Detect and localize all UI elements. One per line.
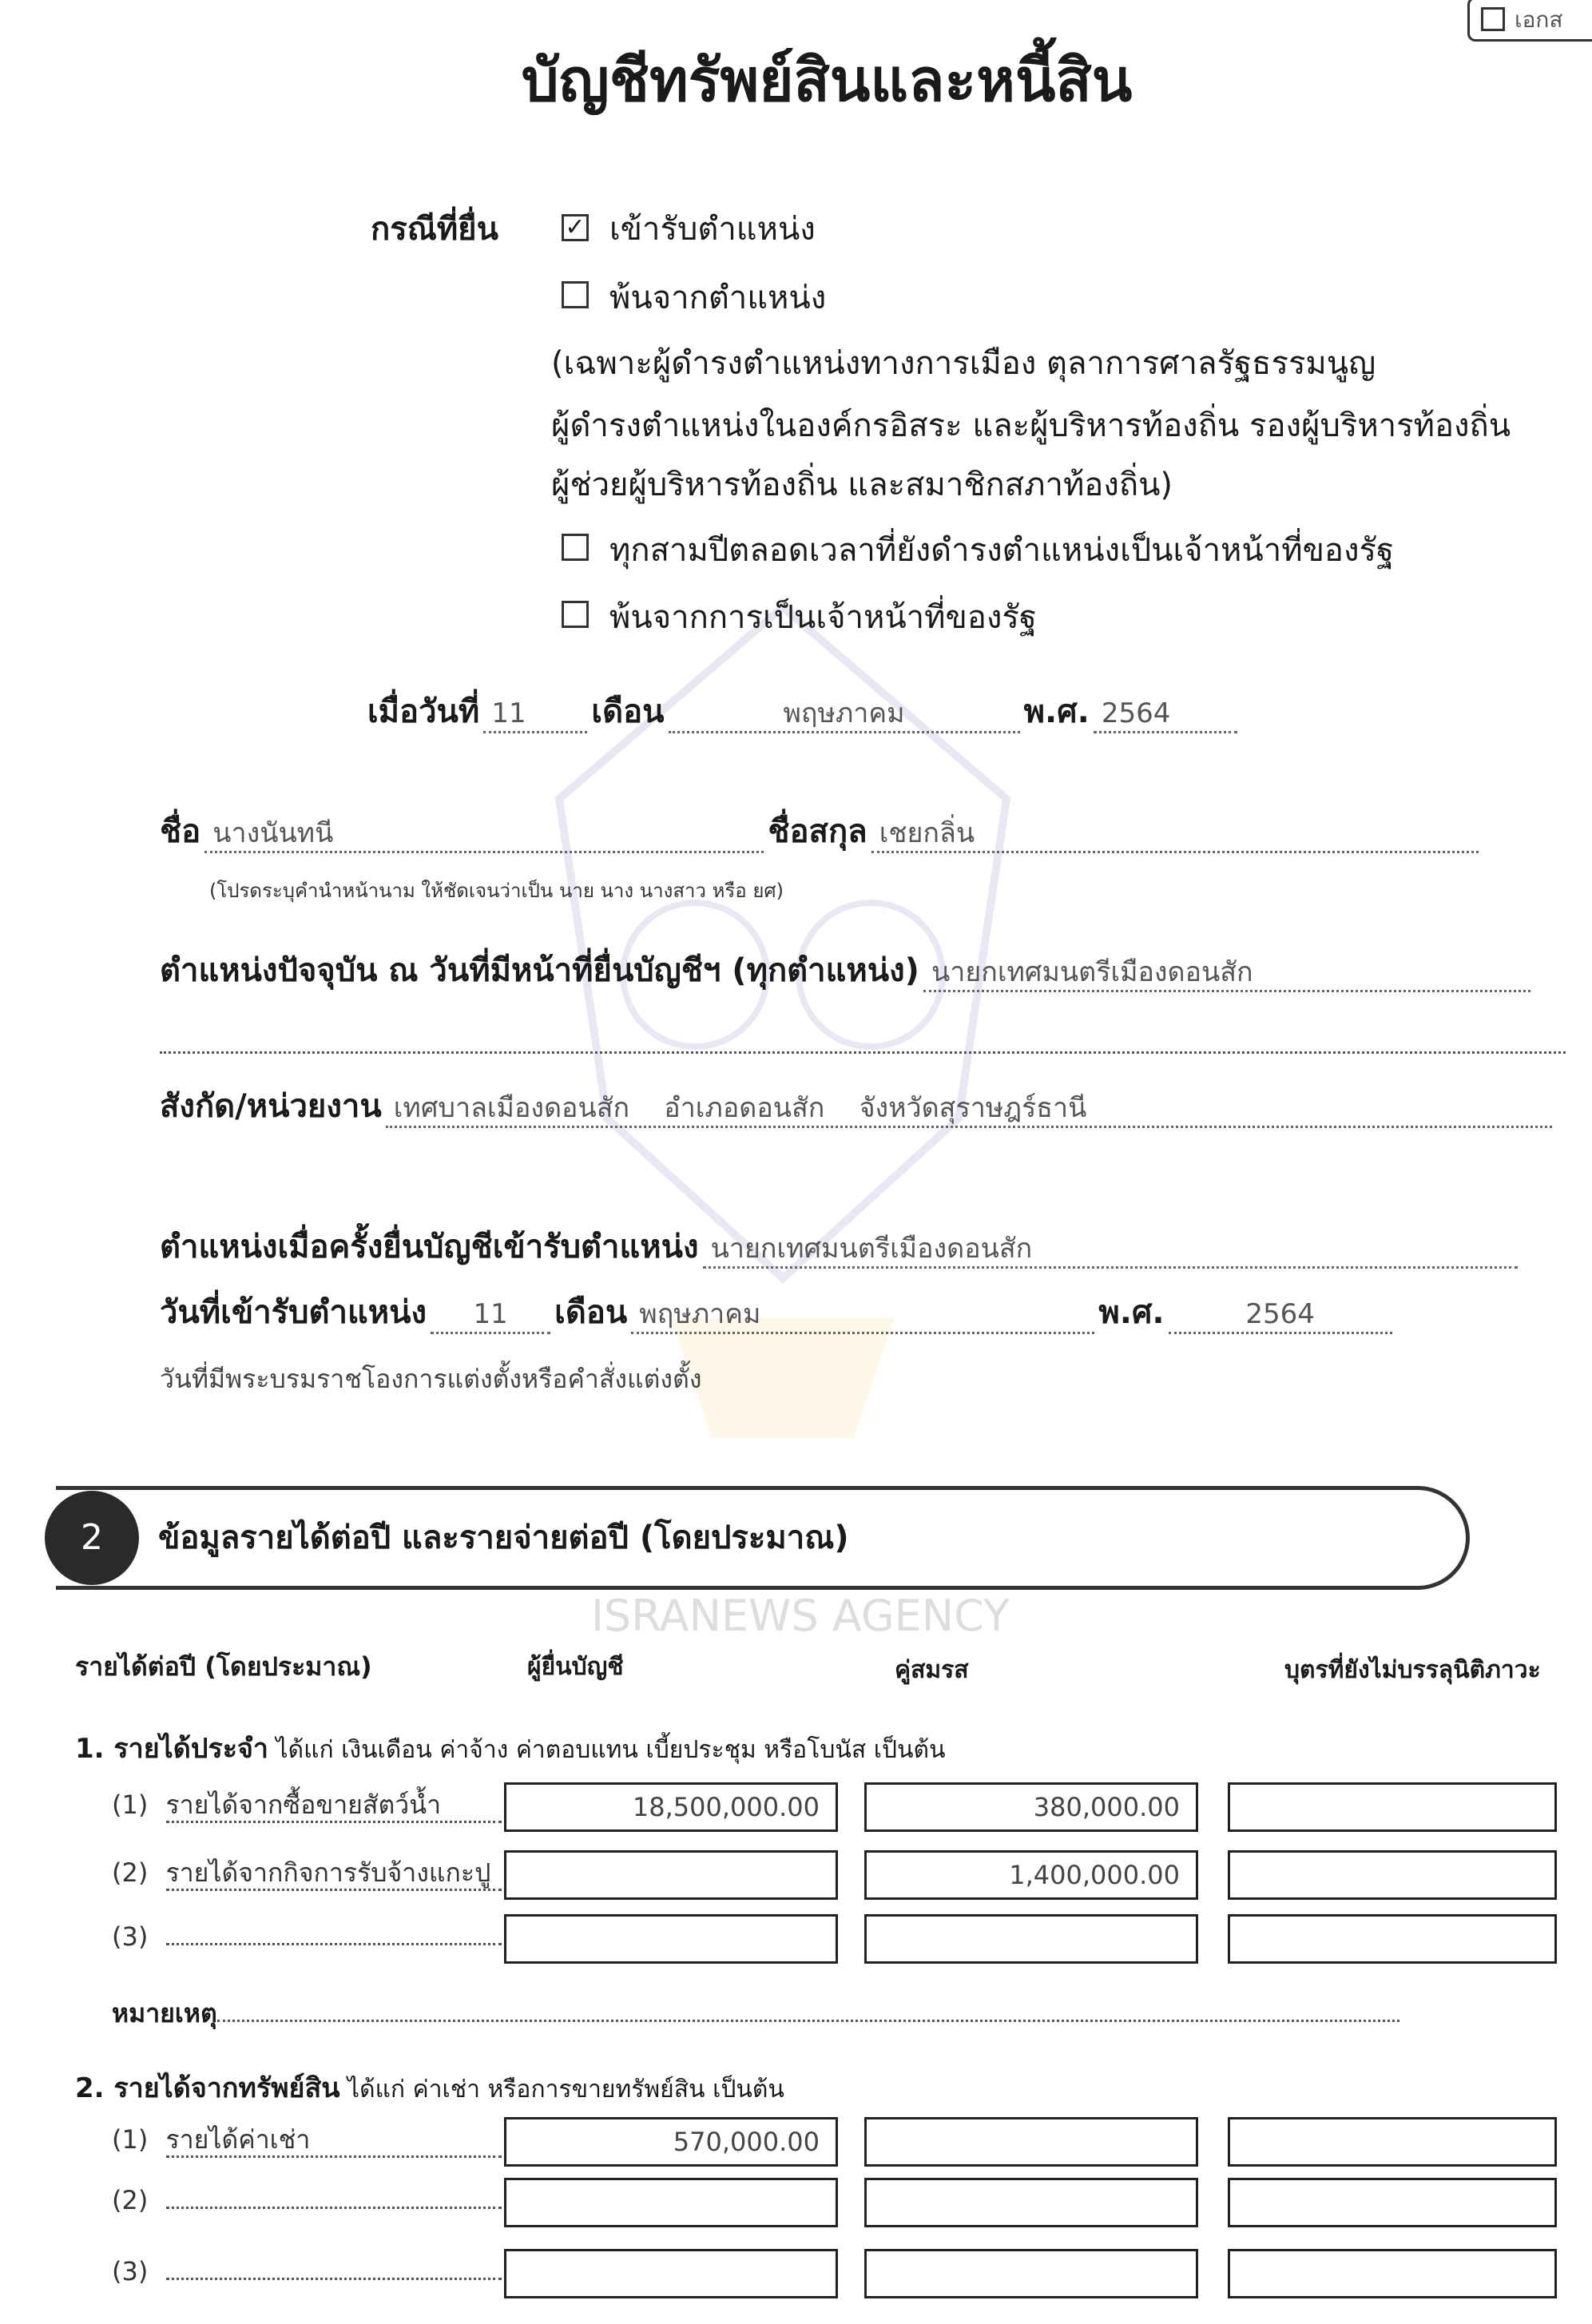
income-row-label <box>112 2123 502 2158</box>
income-group-desc: ได้แก่ ค่าเช่า หรือการขายทรัพย์สิน เป็นต้น <box>347 2076 784 2104</box>
filer-amount-field[interactable] <box>504 1914 838 1964</box>
income-row-number: (3) <box>112 2256 149 2286</box>
position-extra-line <box>160 1051 1566 1054</box>
filing-note-line: ผู้ดำรงตำแหน่งในองค์กรอิสระ และผู้บริหารท้องถิ่น รองผู้บริหารท้องถิ่น <box>551 407 1511 444</box>
surname-label: ชื่อสกุล <box>768 813 867 850</box>
month-label: เดือน <box>591 693 665 730</box>
name-field[interactable]: นางนันทนี <box>204 816 764 853</box>
filer-amount-field[interactable] <box>504 2249 838 2298</box>
child-amount-field[interactable] <box>1228 2178 1557 2227</box>
prev-position-row <box>160 1227 1518 1269</box>
income-row-description[interactable] <box>166 2207 502 2209</box>
surname-field[interactable]: เชยกลิ่น <box>871 816 1479 853</box>
income-row-number: (2) <box>112 2185 149 2215</box>
agency-label: สังกัด/หน่วยงาน <box>160 1088 382 1125</box>
income-row-label <box>112 2184 502 2216</box>
child-amount-field[interactable] <box>1228 2117 1557 2167</box>
year-label: พ.ศ. <box>1023 693 1090 730</box>
column-header-income: รายได้ต่อปี (โดยประมาณ) <box>75 1651 372 1682</box>
page-title: บัญชีทรัพย์สินและหนี้สิน <box>521 46 1133 115</box>
prev-position-label: ตำแหน่งเมื่อครั้งยื่นบัญชีเข้ารับตำแหน่ง <box>160 1229 699 1265</box>
income-row-label <box>112 1921 502 1953</box>
filer-amount-field[interactable] <box>504 2178 838 2227</box>
corner-label: เอกส <box>1515 6 1563 33</box>
income-row-number: (2) <box>112 1857 149 1888</box>
start-month-label: เดือน <box>554 1294 628 1331</box>
income-row-label <box>112 2255 502 2287</box>
spouse-amount-field[interactable]: 1,400,000.00 <box>864 1850 1198 1900</box>
day-label: เมื่อวันที่ <box>367 693 480 730</box>
corner-checkbox[interactable] <box>1481 7 1505 31</box>
section2-number-badge <box>45 1491 139 1585</box>
start-year-label: พ.ศ. <box>1098 1294 1165 1331</box>
corner-box <box>1467 0 1592 42</box>
checkbox-leave-position[interactable] <box>562 281 589 308</box>
start-year-field[interactable]: 2564 <box>1169 1297 1392 1334</box>
filing-note-line: (เฉพาะผู้ดำรงตำแหน่งทางการเมือง ตุลาการศาลรัฐธรรมนูญ <box>551 345 1376 382</box>
name-label: ชื่อ <box>160 813 201 850</box>
checkbox-enter-position[interactable]: ✓ <box>562 214 589 241</box>
remark-field[interactable] <box>217 2020 1399 2022</box>
child-amount-field[interactable] <box>1228 1782 1557 1832</box>
income-group-desc: ได้แก่ เงินเดือน ค่าจ้าง ค่าตอบแทน เบี้ยประชุม หรือโบนัส เป็นต้น <box>276 1736 946 1764</box>
child-amount-field[interactable] <box>1228 1914 1557 1964</box>
start-label: วันที่เข้ารับตำแหน่ง <box>160 1294 427 1331</box>
income-row-number: (1) <box>112 1790 149 1820</box>
agency-municipality: เทศบาลเมืองดอนสัก <box>393 1092 630 1124</box>
remark-label: หมายเหตุ <box>112 1998 217 2028</box>
section2-title: ข้อมูลรายได้ต่อปี และรายจ่ายต่อปี (โดยประมาณ) <box>158 1520 849 1556</box>
income-row-description[interactable] <box>166 1943 502 1945</box>
agency-district: อำเภอดอนสัก <box>664 1092 825 1124</box>
agency-field[interactable] <box>386 1091 1552 1128</box>
filing-label: กรณีที่ยื่น <box>371 211 498 248</box>
income-row-number: (3) <box>112 1921 149 1952</box>
income-group-heading <box>75 1732 946 1766</box>
start-date-row <box>160 1293 1392 1334</box>
filer-amount-field[interactable] <box>504 1850 838 1900</box>
option-leave-official: พ้นจากการเป็นเจ้าหน้าที่ของรัฐ <box>609 599 1037 636</box>
year-field[interactable]: 2564 <box>1094 697 1237 733</box>
checkbox-every-three-years[interactable] <box>562 534 589 561</box>
position-field[interactable]: นายกเทศมนตรีเมืองดอนสัก <box>923 955 1530 992</box>
spouse-amount-field[interactable] <box>864 2249 1198 2298</box>
agency-province: จังหวัดสุราษฎร์ธานี <box>859 1092 1087 1124</box>
spouse-amount-field[interactable]: 380,000.00 <box>864 1782 1198 1832</box>
day-field[interactable]: 11 <box>483 697 587 733</box>
column-header-spouse: คู่สมรส <box>895 1656 969 1684</box>
month-field[interactable]: พฤษภาคม <box>669 697 1020 733</box>
column-header-children: บุตรที่ยังไม่บรรลุนิติภาวะ <box>1284 1656 1541 1684</box>
spouse-amount-field[interactable] <box>864 2178 1198 2227</box>
income-row-number: (1) <box>112 2124 149 2155</box>
filer-amount-field[interactable]: 18,500,000.00 <box>504 1782 838 1832</box>
option-every-three-years: ทุกสามปีตลอดเวลาที่ยังดำรงตำแหน่งเป็นเจ้าหน้าที่ของรัฐ <box>609 532 1395 569</box>
filing-note-line: ผู้ช่วยผู้บริหารท้องถิ่น และสมาชิกสภาท้องถิ่น) <box>551 467 1173 503</box>
child-amount-field[interactable] <box>1228 1850 1557 1900</box>
income-row-description[interactable]: รายได้จากซื้อขายสัตว์น้ำ <box>166 1789 502 1823</box>
prev-position-field[interactable]: นายกเทศมนตรีเมืองดอนสัก <box>703 1232 1518 1269</box>
filing-date-row <box>367 692 1237 733</box>
income-row-description[interactable]: รายได้จากกิจการรับจ้างแกะปู <box>166 1857 502 1891</box>
income-row-description[interactable] <box>166 2278 502 2280</box>
start-month-field[interactable]: พฤษภาคม <box>631 1297 1094 1334</box>
section2-number: 2 <box>81 1517 103 1558</box>
income-row-label <box>112 1789 502 1823</box>
watermark-text: ISRANEWS AGENCY <box>591 1591 1010 1641</box>
cut-line-text: วันที่มีพระบรมราชโองการแต่งตั้งหรือคำสั่งแต่งตั้ง <box>160 1364 702 1394</box>
option-leave-position: พ้นจากตำแหน่ง <box>609 280 827 316</box>
income-group-title: 2. รายได้จากทรัพย์สิน <box>75 2072 340 2104</box>
checkbox-leave-official[interactable] <box>562 601 589 628</box>
income-group-heading <box>75 2072 784 2106</box>
position-label: ตำแหน่งปัจจุบัน ณ วันที่มีหน้าที่ยื่นบัญชีฯ (ทุกตำแหน่ง) <box>160 952 919 989</box>
filer-amount-field[interactable]: 570,000.00 <box>504 2117 838 2167</box>
column-header-filer: ผู้ยื่นบัญชี <box>527 1653 624 1681</box>
income-row-description[interactable]: รายได้ค่าเช่า <box>166 2123 502 2158</box>
name-row <box>160 812 1479 853</box>
income-group-title: 1. รายได้ประจำ <box>75 1733 268 1765</box>
position-row <box>160 951 1530 992</box>
remark-row <box>112 1997 1399 2029</box>
child-amount-field[interactable] <box>1228 2249 1557 2298</box>
income-row-label <box>112 1857 502 1891</box>
spouse-amount-field[interactable] <box>864 1914 1198 1964</box>
start-day-field[interactable]: 11 <box>431 1297 550 1334</box>
option-enter-position: เข้ารับตำแหน่ง <box>609 211 816 248</box>
name-hint: (โปรดระบุคำนำหน้านาม ให้ชัดเจนว่าเป็น นาย นาง นางสาว หรือ ยศ) <box>209 880 784 902</box>
spouse-amount-field[interactable] <box>864 2117 1198 2167</box>
agency-row <box>160 1087 1552 1128</box>
